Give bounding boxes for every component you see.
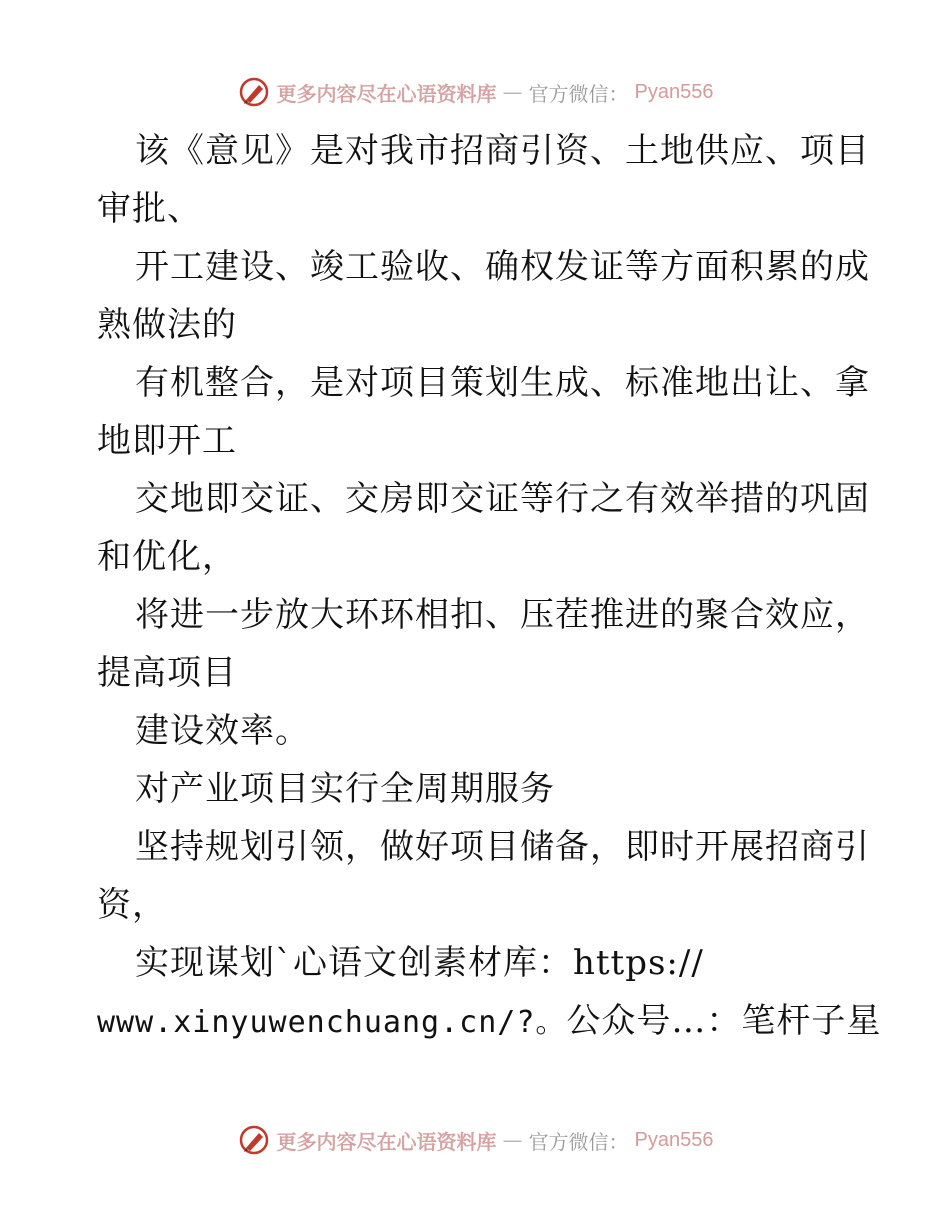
body-line: 建设效率。 bbox=[135, 711, 310, 751]
body-line: 有机整合，是对项目策划生成、标准地出让、拿 bbox=[135, 363, 870, 403]
body-line: 该《意见》是对我市招商引资、土地供应、项目 bbox=[135, 131, 870, 171]
section-heading: 对产业项目实行全周期服务 bbox=[135, 769, 555, 809]
body-line: 坚持规划引领，做好项目储备，即时开展招商引 bbox=[135, 827, 870, 867]
account-text: 公众号…：笔杆子星 bbox=[566, 1001, 882, 1041]
banner-brand-text: 更多内容尽在心语资料库 bbox=[276, 81, 497, 106]
body-line: 地即开工 bbox=[97, 421, 237, 461]
banner-wechat-label: 官方微信： bbox=[528, 81, 629, 106]
body-line: 开工建设、竣工验收、确权发证等方面积累的成 bbox=[135, 247, 870, 287]
body-line-url bbox=[97, 992, 882, 1050]
banner-wechat-id: Pyan556 bbox=[634, 80, 714, 103]
body-line: 实现谋划`心语文创素材库：https:// bbox=[135, 943, 704, 983]
body-line: 和优化， bbox=[97, 537, 237, 577]
banner-dash: — bbox=[502, 80, 523, 104]
banner-wechat-id: Pyan556 bbox=[634, 1128, 714, 1151]
banner-brand-text: 更多内容尽在心语资料库 bbox=[276, 1129, 497, 1154]
body-line: 资， bbox=[97, 885, 167, 925]
body-line: 将进一步放大环环相扣、压茬推进的聚合效应， bbox=[135, 595, 870, 635]
body-line: 交地即交证、交房即交证等行之有效举措的巩固 bbox=[135, 479, 870, 519]
pen-nib-logo-icon bbox=[237, 1123, 271, 1157]
body-line: 提高项目 bbox=[97, 653, 237, 693]
header-banner bbox=[0, 72, 950, 112]
body-line: 审批、 bbox=[97, 189, 202, 229]
banner-wechat-label: 官方微信： bbox=[528, 1129, 629, 1154]
pen-nib-logo-icon bbox=[237, 75, 271, 109]
body-line: 熟做法的 bbox=[97, 305, 237, 345]
footer-banner bbox=[0, 1120, 950, 1160]
url-text: www.xinyuwenchuang.cn/?。 bbox=[97, 1005, 567, 1040]
document-body bbox=[97, 122, 882, 1050]
banner-dash: — bbox=[502, 1128, 523, 1152]
